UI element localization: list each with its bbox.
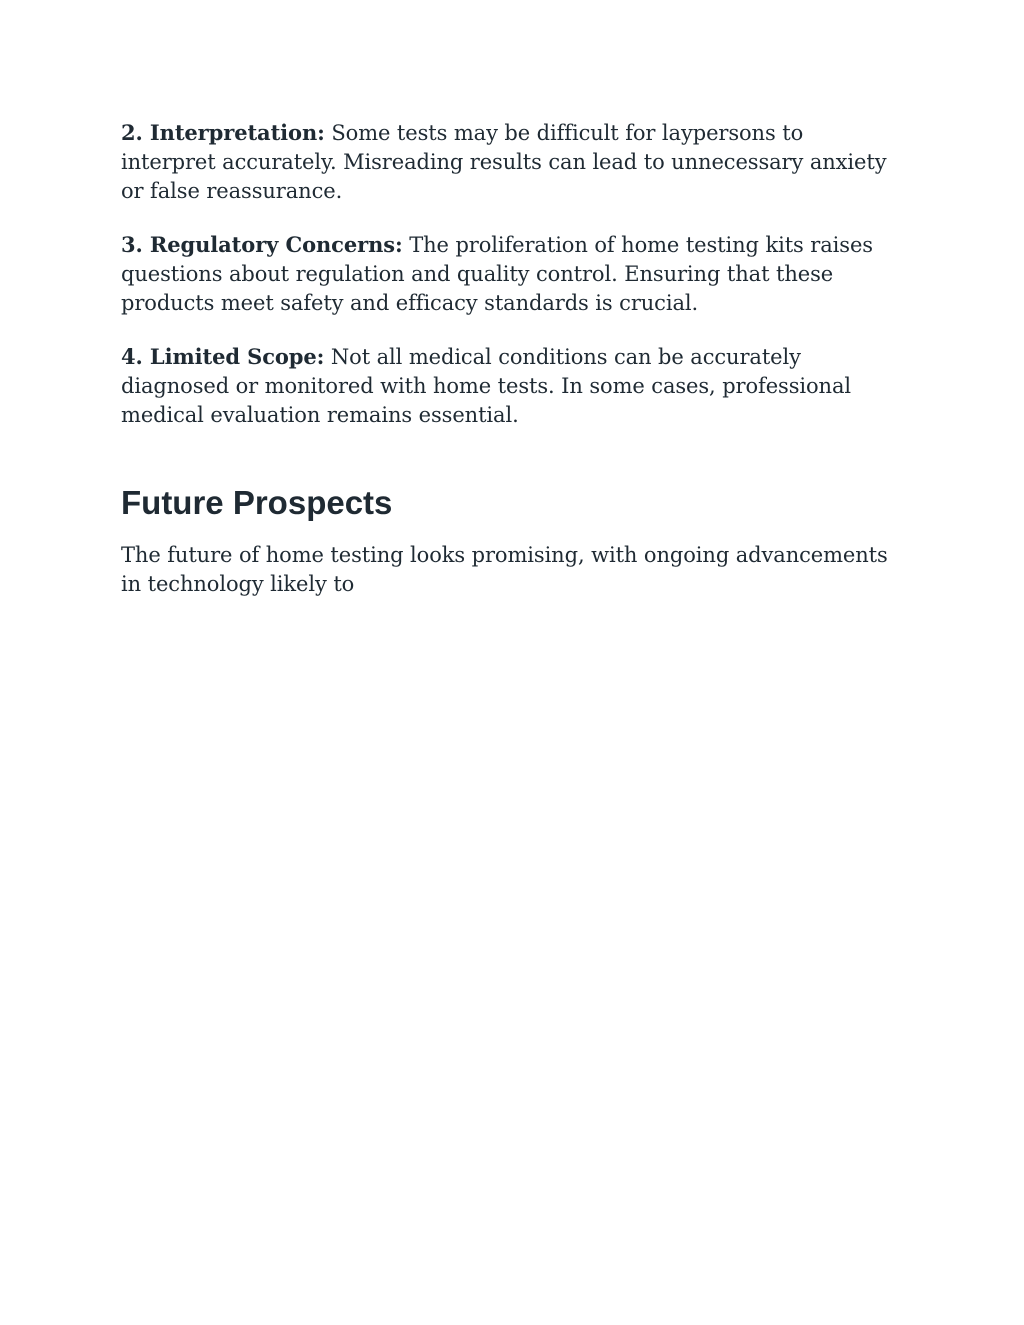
point-heading: 2. Interpretation:: [121, 120, 325, 145]
future-prospects-paragraph: The future of home testing looks promising, with ongoing advancements in technology likely to: [121, 543, 888, 596]
document-page: [121, 118, 901, 599]
point-heading: 4. Limited Scope:: [121, 344, 325, 369]
point-heading: 3. Regulatory Concerns:: [121, 232, 403, 257]
point-text: Some tests may be difficult for laypersons to interpret accurately. Misreading results can lead to unnecessary anxiety or false reassurance.: [121, 121, 887, 203]
point-text: The proliferation of home testing kits raises questions about regulation and quality control. Ensuring that these products meet safety and efficacy standards is crucial.: [121, 233, 873, 315]
point-limited-scope: [121, 342, 901, 430]
section-heading-future-prospects: Future Prospects: [121, 484, 393, 521]
point-regulatory-concerns: [121, 230, 901, 318]
point-text: Not all medical conditions can be accurately diagnosed or monitored with home tests. In some cases, professional medical evaluation remains essential.: [121, 345, 852, 427]
point-interpretation: [121, 118, 901, 206]
